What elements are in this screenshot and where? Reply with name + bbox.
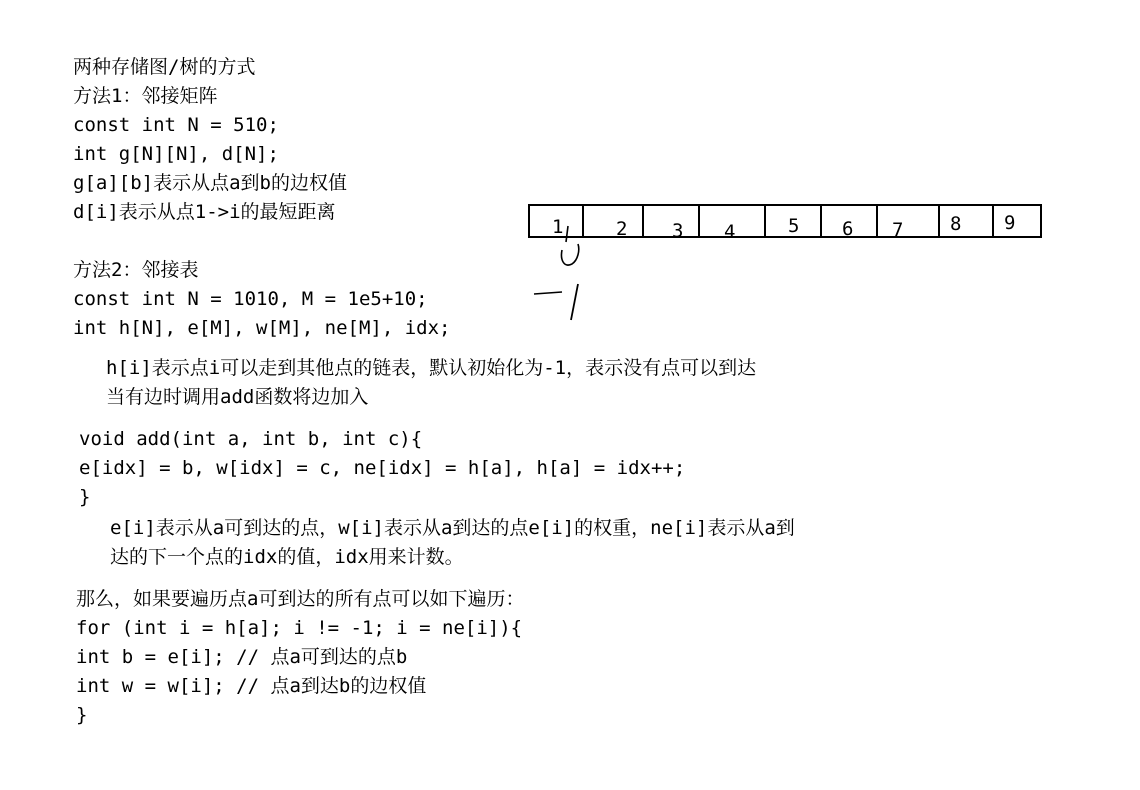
cell-divider bbox=[698, 206, 700, 236]
method1-title: 方法1：邻接矩阵 bbox=[73, 85, 218, 107]
code-line: int h[N], e[M], w[M], ne[M], idx; bbox=[73, 317, 451, 339]
code-line: int w = w[i]; // 点a到达b的边权值 bbox=[76, 675, 427, 697]
code-line: int b = e[i]; // 点a可到达的点b bbox=[76, 646, 408, 668]
cell-divider bbox=[642, 206, 644, 236]
text-line: h[i]表示点i可以走到其他点的链表，默认初始化为-1，表示没有点可以到达 bbox=[106, 357, 757, 379]
array-cell-value: 7 bbox=[892, 219, 904, 241]
code-line: const int N = 510; bbox=[73, 114, 279, 136]
cell-divider bbox=[820, 206, 822, 236]
array-cell-value: 3 bbox=[672, 220, 684, 242]
array-cell-value: 4 bbox=[724, 221, 736, 243]
code-line: e[idx] = b, w[idx] = c, ne[idx] = h[a], h[a] = idx++; bbox=[79, 457, 686, 479]
text-line: g[a][b]表示从点a到b的边权值 bbox=[73, 172, 347, 194]
code-line: const int N = 1010, M = 1e5+10; bbox=[73, 288, 428, 310]
array-cell-value: 6 bbox=[842, 218, 854, 240]
code-line: } bbox=[79, 486, 91, 508]
method2-title: 方法2：邻接表 bbox=[73, 259, 199, 281]
array-cell-value: 5 bbox=[788, 215, 800, 237]
cell-divider bbox=[876, 206, 878, 236]
text-line: 那么，如果要遍历点a可到达的所有点可以如下遍历： bbox=[76, 588, 525, 610]
code-line: void add(int a, int b, int c){ bbox=[79, 428, 423, 450]
cell-divider bbox=[992, 206, 994, 236]
text-line: 达的下一个点的idx的值，idx用来计数。 bbox=[110, 546, 464, 568]
array-cell-value: 2 bbox=[616, 218, 628, 240]
cell-divider bbox=[764, 206, 766, 236]
array-cell-value: 9 bbox=[1004, 212, 1016, 234]
text-line: d[i]表示从点1->i的最短距离 bbox=[73, 201, 336, 223]
array-cell-value: 1 bbox=[552, 216, 564, 238]
text-line: 当有边时调用add函数将边加入 bbox=[106, 386, 369, 408]
code-line: for (int i = h[a]; i != -1; i = ne[i]){ bbox=[76, 617, 523, 639]
handwritten-scribble bbox=[520, 220, 600, 330]
cell-divider bbox=[938, 206, 940, 236]
code-line: int g[N][N], d[N]; bbox=[73, 143, 279, 165]
heading-storage-methods: 两种存储图/树的方式 bbox=[73, 56, 256, 78]
array-diagram bbox=[528, 204, 1042, 243]
array-cell-value: 8 bbox=[950, 213, 962, 235]
text-line: e[i]表示从a可到达的点，w[i]表示从a到达的点e[i]的权重，ne[i]表示从a到 bbox=[110, 517, 795, 539]
code-line: } bbox=[76, 704, 88, 726]
